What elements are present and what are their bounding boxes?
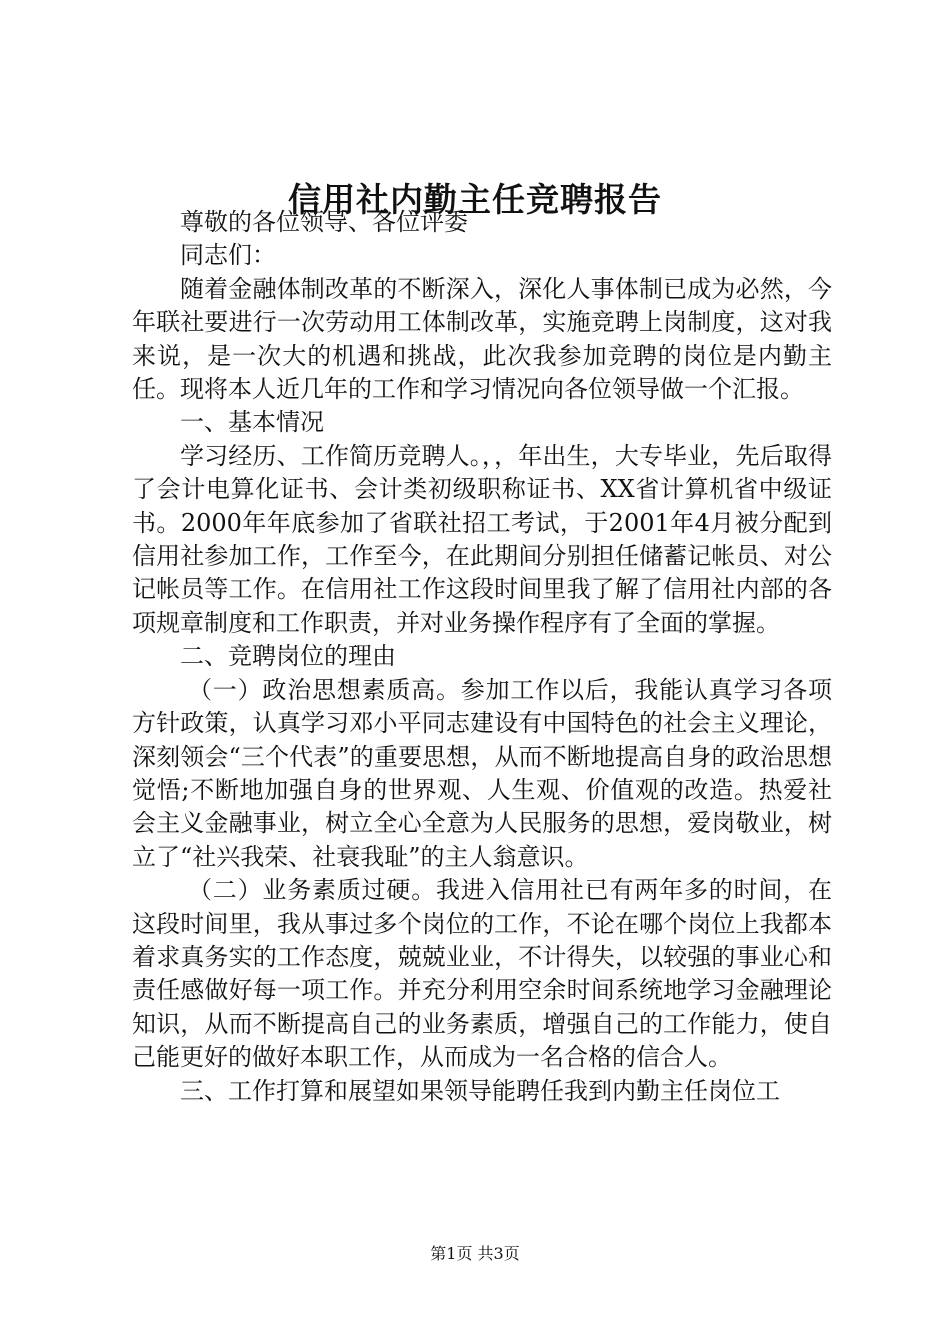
body-paragraph: 学习经历、工作简历竞聘人。，，年出生，大专毕业，先后取得了会计电算化证书、会计类初级职称证书、XX省计算机省中级证书。2000年年底参加了省联社招工考试，于2001年4月被分配到信用社参加工作，工作至今，在此期间分别担任储蓄记帐员、对公记帐员等工作。在信用社工作这段时间里我了解了信用社内部的各项规章制度和工作职责，并对业务操作程序有了全面的掌握。 — [132, 441, 832, 637]
body-paragraph: （二）业务素质过硬。我进入信用社已有两年多的时间，在这段时间里，我从事过多个岗位的工作，不论在哪个岗位上我都本着求真务实的工作态度，兢兢业业，不计得失，以较强的事业心和责任感做好每一项工作。并充分利用空余时间系统地学习金融理论知识，从而不断提高自己的业务素质，增强自己的工作能力，使自己能更好的做好本职工作，从而成为一名合格的信合人。 — [132, 876, 832, 1072]
section-heading: 二、竞聘岗位的理由 — [180, 642, 396, 671]
body-paragraph: （一）政治思想素质高。参加工作以后，我能认真学习各项方针政策，认真学习邓小平同志建设有中国特色的社会主义理论，深刻领会“三个代表”的重要思想，从而不断地提高自身的政治思想觉悟;不断地加强自身的世界观、人生观、价值观的改造。热爱社会主义金融事业，树立全心全意为人民服务的思想，爱岗敬业，树立了“社兴我荣、社衰我耻”的主人翁意识。 — [132, 675, 832, 871]
body-paragraph: 随着金融体制改革的不断深入，深化人事体制已成为必然，今年联社要进行一次劳动用工体制改革，实施竞聘上岗制度，这对我来说，是一次大的机遇和挑战，此次我参加竞聘的岗位是内勤主任。现将本人近几年的工作和学习情况向各位领导做一个汇报。 — [132, 274, 832, 404]
document-title: 信用社内勤主任竞聘报告 — [288, 180, 662, 219]
salutation-line: 同志们： — [180, 241, 276, 270]
salutation-line: 尊敬的各位领导、各位评委 — [180, 208, 468, 236]
body-paragraph: 三、工作打算和展望如果领导能聘任我到内勤主任岗位工 — [180, 1076, 780, 1105]
page-indicator: 第1页 共3页 — [430, 1244, 520, 1263]
section-heading: 一、基本情况 — [180, 408, 324, 437]
document-body — [132, 206, 832, 1108]
